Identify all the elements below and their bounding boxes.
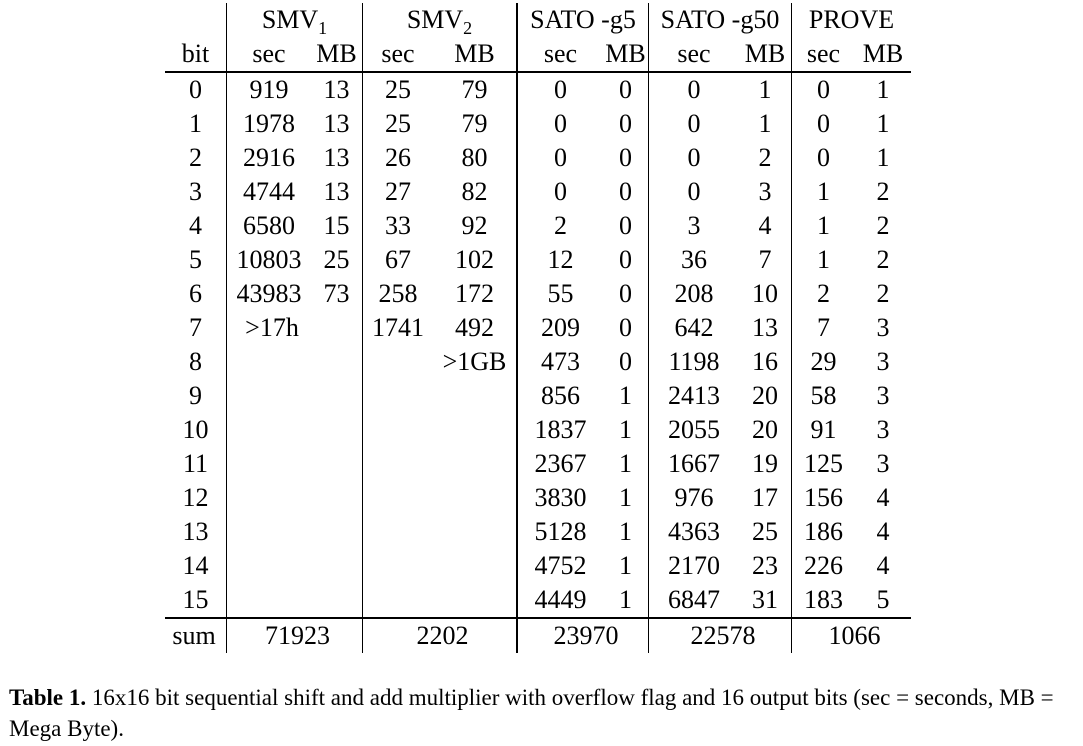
header-smv1-mb: MB	[311, 37, 363, 72]
header-sato-g50-sec: sec	[649, 37, 740, 72]
table-row	[165, 141, 911, 175]
cell-prove-mb: 3	[876, 381, 890, 410]
cell-smv1-mb: 13	[323, 109, 350, 138]
cell-prove-sec: 183	[792, 583, 856, 618]
cell-sato-g50-sec: 3	[649, 209, 740, 243]
cell-sato-g50-mb: 10	[752, 279, 778, 308]
cell-smv2-sec	[363, 481, 434, 515]
cell-smv1-sec: 919	[227, 72, 312, 107]
cell-sato-g50-sec: 0	[649, 141, 740, 175]
cell-smv1-sec: 10803	[227, 243, 312, 277]
table-row	[165, 447, 911, 481]
header-smv1-subscript: 1	[318, 18, 328, 38]
header-sato-g5: SATO -g5	[517, 3, 649, 37]
group-header-row	[165, 3, 911, 37]
cell-smv1-mb: 13	[323, 75, 350, 104]
cell-smv2-sec: 26	[363, 141, 434, 175]
cell-smv1-mb	[311, 447, 363, 481]
sum-label: sum	[165, 618, 227, 653]
cell-sato-g5-sec: 2367	[517, 447, 603, 481]
table-row	[165, 243, 911, 277]
cell-prove-mb: 4	[876, 517, 890, 546]
cell-smv1-sec	[227, 379, 312, 413]
cell-prove-mb: 4	[876, 551, 890, 580]
cell-smv1-sec: >17h	[227, 311, 312, 345]
cell-sato-g50-sec: 976	[649, 481, 740, 515]
results-table	[165, 3, 911, 653]
cell-sato-g50-mb: 20	[752, 415, 778, 444]
cell-sato-g5-sec: 0	[517, 72, 603, 107]
cell-smv1-sec	[227, 481, 312, 515]
cell-smv2-mb: 492	[455, 313, 494, 342]
sum-prove: 1066	[792, 618, 912, 653]
sum-smv2: 2202	[363, 618, 518, 653]
cell-prove-mb: 1	[876, 75, 890, 104]
cell-sato-g5-sec: 4752	[517, 549, 603, 583]
cell-prove-sec: 0	[792, 107, 856, 141]
cell-sato-g5-mb: 0	[619, 177, 632, 206]
cell-sato-g5-mb: 0	[619, 143, 632, 172]
cell-sato-g50-sec: 208	[649, 277, 740, 311]
cell-sato-g50-sec: 2170	[649, 549, 740, 583]
cell-prove-mb: 1	[876, 109, 890, 138]
header-smv2-text: SMV	[406, 5, 464, 34]
cell-smv1-sec	[227, 515, 312, 549]
cell-sato-g50-sec: 1198	[649, 345, 740, 379]
caption-label: Table 1.	[9, 685, 87, 710]
cell-smv1-mb: 73	[323, 279, 350, 308]
cell-sato-g5-mb: 1	[619, 381, 632, 410]
cell-sato-g5-sec: 1837	[517, 413, 603, 447]
cell-smv1-sec	[227, 345, 312, 379]
cell-prove-mb: 3	[876, 313, 890, 342]
cell-prove-sec: 1	[792, 209, 856, 243]
cell-smv1-sec: 43983	[227, 277, 312, 311]
cell-smv2-mb: 82	[461, 177, 488, 206]
cell-sato-g5-mb: 1	[619, 483, 632, 512]
table-row	[165, 481, 911, 515]
cell-bit: 11	[182, 449, 209, 478]
cell-smv1-mb	[311, 515, 363, 549]
cell-bit: 3	[189, 177, 202, 206]
cell-sato-g5-sec: 209	[517, 311, 603, 345]
empty-corner-cell	[165, 3, 227, 37]
cell-sato-g5-sec: 2	[517, 209, 603, 243]
cell-bit: 4	[189, 211, 202, 240]
cell-smv2-mb: 79	[461, 75, 488, 104]
table-row	[165, 209, 911, 243]
header-smv2-subscript: 2	[463, 18, 473, 38]
table-row	[165, 413, 911, 447]
cell-prove-mb: 3	[876, 415, 890, 444]
cell-sato-g50-mb: 13	[752, 313, 778, 342]
cell-sato-g50-sec: 0	[649, 107, 740, 141]
cell-sato-g5-mb: 1	[619, 449, 632, 478]
cell-bit: 2	[189, 143, 202, 172]
cell-bit: 10	[182, 415, 209, 444]
cell-sato-g50-sec: 36	[649, 243, 740, 277]
cell-prove-sec: 58	[792, 379, 856, 413]
cell-smv2-mb: 172	[455, 279, 494, 308]
cell-sato-g5-sec: 4449	[517, 583, 603, 618]
cell-smv1-mb	[311, 549, 363, 583]
cell-bit: 6	[189, 279, 202, 308]
cell-prove-mb: 2	[876, 279, 890, 308]
cell-sato-g50-mb: 25	[752, 517, 778, 546]
cell-sato-g50-mb: 1	[758, 109, 772, 138]
cell-smv2-sec	[363, 515, 434, 549]
cell-sato-g50-mb: 7	[758, 245, 772, 274]
cell-prove-sec: 1	[792, 243, 856, 277]
cell-sato-g50-mb: 2	[758, 143, 772, 172]
cell-prove-sec: 156	[792, 481, 856, 515]
cell-smv2-mb	[433, 515, 517, 549]
sum-sato-g5: 23970	[517, 618, 649, 653]
cell-sato-g50-sec: 6847	[649, 583, 740, 618]
cell-sato-g50-sec: 2413	[649, 379, 740, 413]
cell-sato-g5-sec: 12	[517, 243, 603, 277]
cell-prove-mb: 2	[876, 245, 890, 274]
cell-sato-g5-sec: 856	[517, 379, 603, 413]
cell-smv2-sec	[363, 413, 434, 447]
cell-smv2-sec	[363, 345, 434, 379]
table-row	[165, 311, 911, 345]
cell-prove-sec: 1	[792, 175, 856, 209]
header-prove: PROVE	[792, 3, 912, 37]
cell-smv2-mb	[433, 447, 517, 481]
cell-bit: 7	[189, 313, 202, 342]
cell-smv2-sec: 27	[363, 175, 434, 209]
cell-sato-g50-sec: 0	[649, 175, 740, 209]
cell-sato-g5-mb: 0	[619, 109, 632, 138]
cell-smv1-mb	[311, 413, 363, 447]
cell-smv2-sec: 25	[363, 107, 434, 141]
cell-sato-g5-mb: 1	[619, 517, 632, 546]
cell-smv1-mb	[311, 481, 363, 515]
sum-row	[165, 618, 911, 653]
cell-bit: 1	[189, 109, 202, 138]
cell-sato-g50-sec: 4363	[649, 515, 740, 549]
cell-prove-mb: 2	[876, 177, 890, 206]
header-smv1-sec: sec	[227, 37, 312, 72]
cell-bit: 5	[189, 245, 202, 274]
table-row	[165, 345, 911, 379]
cell-prove-sec: 29	[792, 345, 856, 379]
cell-bit: 8	[189, 347, 202, 376]
header-smv2-mb: MB	[433, 37, 517, 72]
cell-prove-mb: 3	[876, 347, 890, 376]
cell-sato-g50-mb: 3	[758, 177, 772, 206]
cell-sato-g50-mb: 23	[752, 551, 778, 580]
table-row	[165, 583, 911, 618]
table-row	[165, 175, 911, 209]
cell-prove-sec: 226	[792, 549, 856, 583]
cell-bit: 14	[182, 551, 209, 580]
cell-prove-sec: 125	[792, 447, 856, 481]
header-smv1	[227, 3, 363, 37]
cell-prove-sec: 91	[792, 413, 856, 447]
cell-smv1-mb	[311, 583, 363, 618]
cell-smv2-mb: >1GB	[442, 347, 507, 376]
cell-smv2-sec: 1741	[363, 311, 434, 345]
cell-smv2-sec	[363, 583, 434, 618]
cell-prove-mb: 4	[876, 483, 890, 512]
sum-sato-g50: 22578	[649, 618, 792, 653]
cell-prove-mb: 5	[876, 585, 890, 614]
cell-smv2-mb: 102	[455, 245, 494, 274]
cell-smv2-sec: 33	[363, 209, 434, 243]
cell-smv1-sec: 2916	[227, 141, 312, 175]
cell-sato-g5-sec: 5128	[517, 515, 603, 549]
header-smv2	[363, 3, 518, 37]
cell-prove-sec: 186	[792, 515, 856, 549]
cell-sato-g5-mb: 0	[619, 245, 632, 274]
cell-smv2-mb: 80	[461, 143, 488, 172]
cell-sato-g50-sec: 642	[649, 311, 740, 345]
cell-bit: 13	[182, 517, 209, 546]
cell-smv1-sec: 6580	[227, 209, 312, 243]
cell-prove-mb: 3	[876, 449, 890, 478]
sub-header-row	[165, 37, 911, 72]
cell-sato-g5-sec: 473	[517, 345, 603, 379]
cell-smv2-mb	[433, 549, 517, 583]
table-caption	[9, 682, 1079, 744]
table-row	[165, 277, 911, 311]
cell-sato-g5-mb: 0	[619, 279, 632, 308]
table-row	[165, 549, 911, 583]
cell-smv2-mb: 92	[461, 211, 488, 240]
cell-smv1-sec: 1978	[227, 107, 312, 141]
cell-smv2-sec	[363, 379, 434, 413]
cell-sato-g5-sec: 0	[517, 175, 603, 209]
cell-smv1-mb	[311, 379, 363, 413]
cell-sato-g5-mb: 1	[619, 585, 632, 614]
header-sato-g5-mb: MB	[603, 37, 649, 72]
cell-bit: 15	[182, 585, 209, 614]
cell-sato-g5-sec: 0	[517, 141, 603, 175]
cell-prove-sec: 2	[792, 277, 856, 311]
cell-sato-g50-mb: 16	[752, 347, 778, 376]
cell-smv2-mb	[433, 379, 517, 413]
cell-bit: 9	[189, 381, 202, 410]
cell-sato-g5-sec: 3830	[517, 481, 603, 515]
cell-smv2-mb	[433, 481, 517, 515]
cell-sato-g50-sec: 2055	[649, 413, 740, 447]
table-body	[165, 72, 911, 618]
cell-smv1-mb	[311, 311, 363, 345]
cell-smv1-sec: 4744	[227, 175, 312, 209]
cell-sato-g50-mb: 31	[752, 585, 778, 614]
cell-smv2-mb	[433, 583, 517, 618]
cell-smv1-mb	[311, 345, 363, 379]
cell-bit: 0	[189, 75, 202, 104]
cell-smv1-sec	[227, 447, 312, 481]
cell-sato-g5-mb: 1	[619, 415, 632, 444]
cell-bit: 12	[182, 483, 209, 512]
header-smv1-text: SMV	[261, 5, 319, 34]
cell-smv1-mb: 13	[323, 143, 350, 172]
cell-prove-sec: 0	[792, 72, 856, 107]
cell-smv2-sec: 258	[363, 277, 434, 311]
table-row	[165, 72, 911, 107]
cell-smv1-mb: 15	[323, 211, 350, 240]
sum-smv1: 71923	[227, 618, 363, 653]
cell-sato-g50-mb: 20	[752, 381, 778, 410]
table-row	[165, 515, 911, 549]
cell-sato-g50-mb: 4	[758, 211, 772, 240]
cell-smv2-mb	[433, 413, 517, 447]
cell-smv2-sec: 67	[363, 243, 434, 277]
cell-sato-g5-mb: 1	[619, 551, 632, 580]
header-bit: bit	[165, 37, 227, 72]
table-row	[165, 379, 911, 413]
caption-text: 16x16 bit sequential shift and add multiplier with overflow flag and 16 output bits (sec = seconds, MB = Mega Byte).	[9, 685, 1054, 741]
cell-sato-g5-mb: 0	[619, 313, 632, 342]
cell-sato-g5-mb: 0	[619, 211, 632, 240]
cell-sato-g5-sec: 55	[517, 277, 603, 311]
cell-prove-mb: 2	[876, 211, 890, 240]
header-prove-mb: MB	[855, 37, 911, 72]
cell-sato-g50-mb: 17	[752, 483, 778, 512]
cell-sato-g5-mb: 0	[619, 75, 632, 104]
cell-smv1-sec	[227, 583, 312, 618]
cell-smv2-sec	[363, 447, 434, 481]
cell-prove-sec: 7	[792, 311, 856, 345]
cell-smv1-mb: 25	[323, 245, 350, 274]
cell-sato-g50-sec: 1667	[649, 447, 740, 481]
cell-smv1-sec	[227, 413, 312, 447]
cell-smv2-mb: 79	[461, 109, 488, 138]
header-prove-sec: sec	[792, 37, 856, 72]
cell-prove-sec: 0	[792, 141, 856, 175]
header-sato-g50: SATO -g50	[649, 3, 792, 37]
header-smv2-sec: sec	[363, 37, 434, 72]
cell-sato-g50-mb: 19	[752, 449, 778, 478]
cell-smv1-mb: 13	[323, 177, 350, 206]
header-sato-g5-sec: sec	[517, 37, 603, 72]
cell-smv2-sec	[363, 549, 434, 583]
table-row	[165, 107, 911, 141]
cell-sato-g50-mb: 1	[758, 75, 772, 104]
cell-smv1-sec	[227, 549, 312, 583]
cell-sato-g50-sec: 0	[649, 72, 740, 107]
cell-smv2-sec: 25	[363, 72, 434, 107]
cell-prove-mb: 1	[876, 143, 890, 172]
header-sato-g50-mb: MB	[739, 37, 792, 72]
cell-sato-g5-sec: 0	[517, 107, 603, 141]
cell-sato-g5-mb: 0	[619, 347, 632, 376]
